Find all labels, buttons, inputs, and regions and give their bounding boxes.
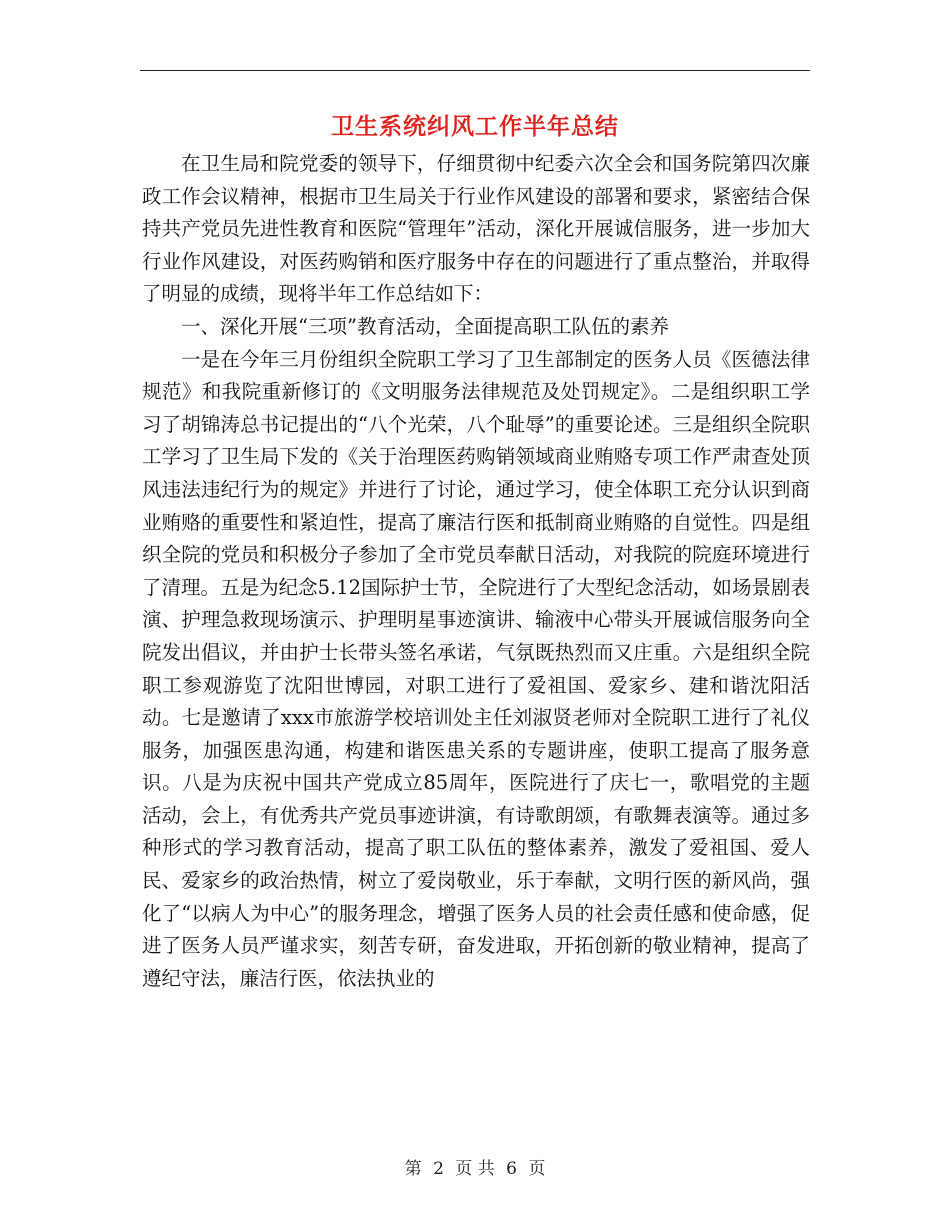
document-title: 卫生系统纠风工作半年总结 xyxy=(331,113,619,140)
footer-suffix: 页 xyxy=(528,1159,546,1179)
footer-middle: 页 共 xyxy=(455,1159,495,1179)
paragraph-intro: 在卫生局和院党委的领导下，仔细贯彻中纪委六次全会和国务院第四次廉政工作会议精神，根据市卫生局关于行业作风建设的部署和要求，紧密结合保持共产党员先进性教育和医院“管理年”活动，深化开展诚信服务，进一步加大行业作风建设，对医药购销和医疗服务中存在的问题进行了重点整治，并取得了明显的成绩，现将半年工作总结如下： xyxy=(142,152,810,306)
footer-total-pages: 6 xyxy=(506,1159,517,1179)
paragraph-section-1: 一是在今年三月份组织全院职工学习了卫生部制定的医务人员《医德法律规范》和我院重新修订的《文明服务法律规范及处罚规定》。二是组织职工学习了胡锦涛总书记提出的“八个光荣，八个耻辱”的重要论述。三是组织全院职工学习了卫生局下发的《关于治理医药购销领域商业贿赂专项工作严肃查处顶风违法违纪行为的规定》并进行了讨论，通过学习，使全体职工充分认识到商业贿赂的重要性和紧迫性，提高了廉洁行医和抵制商业贿赂的自觉性。四是组织全院的党员和积极分子参加了全市党员奉献日活动，对我院的院庭环境进行了清理。五是为纪念5.12国际护士节，全院进行了大型纪念活动，如场景剧表演、护理急救现场演示、护理明星事迹演讲、输液中心带头开展诚信服务向全院发出倡议，并由护士长带头签名承诺，气氛既热烈而又庄重。六是组织全院职工参观游览了沈阳世博园，对职工进行了爱祖国、爱家乡、建和谐沈阳活动。七是邀请了xxx市旅游学校培训处主任刘淑贤老师对全院职工进行了礼仪服务，加强医患沟通，构建和谐医患关系的专题讲座，使职工提高了服务意识。八是为庆祝中国共产党成立85周年，医院进行了庆七一，歌唱党的主题活动，会上，有优秀共产党员事迹讲演，有诗歌朗颂，有歌舞表演等。通过多种形式的学习教育活动，提高了职工队伍的整体素养，激发了爱祖国、爱人民、爱家乡的政治热情，树立了爱岗敬业，乐于奉献，文明行医的新风尚，强化了“以病人为中心”的服务理念，增强了医务人员的社会责任感和使命感，促进了医务人员严谨求实，刻苦专研，奋发进取，开拓创新的敬业精神，提高了遵纪守法，廉洁行医，依法执业的 xyxy=(142,347,810,990)
footer-page-number: 2 xyxy=(433,1159,444,1179)
page-footer xyxy=(0,1154,950,1179)
header-rule xyxy=(140,70,810,71)
document-body xyxy=(142,148,810,995)
section-heading: 一、深化开展“三项”教育活动，全面提高职工队伍的素养 xyxy=(181,314,669,338)
footer-prefix: 第 xyxy=(404,1159,422,1179)
